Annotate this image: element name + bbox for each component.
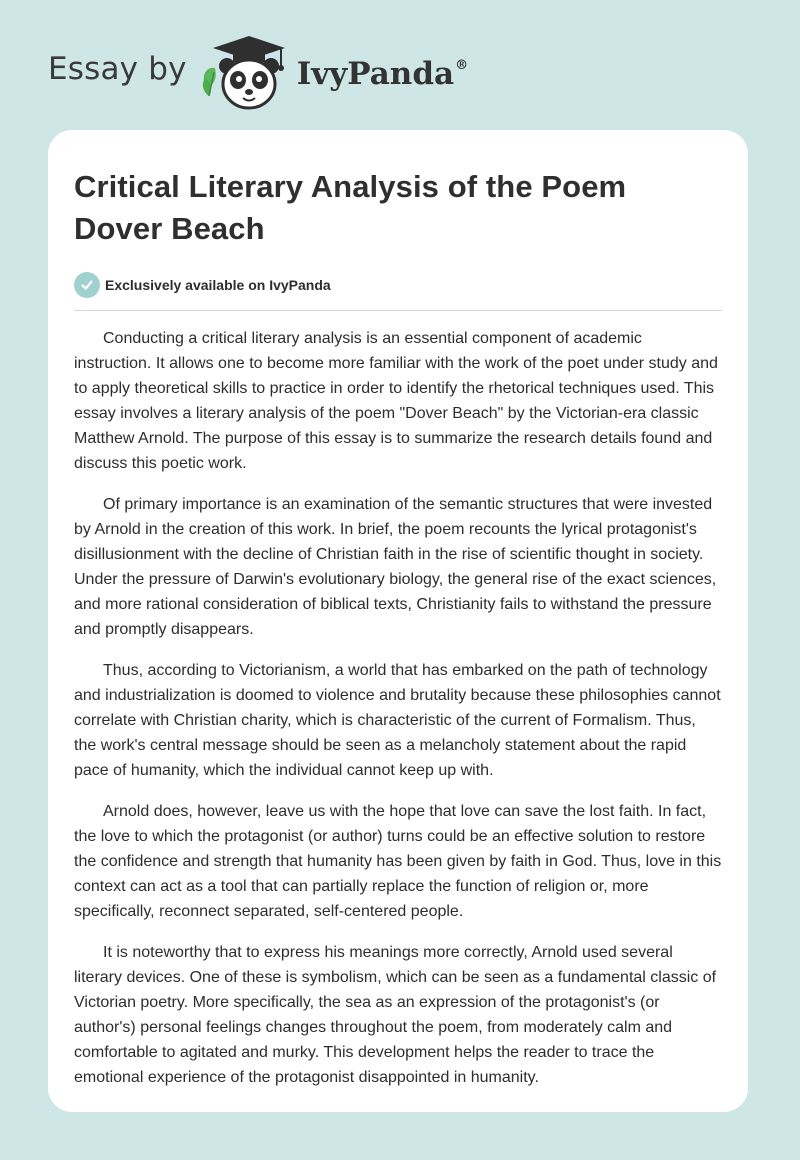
brand-name[interactable]: IvyPanda® [296,56,469,92]
essay-card [48,130,748,1112]
paragraph-2: Of primary importance is an examination of the semantic structures that were invested by Arnold in the creation of this work. In brief, the poem recounts the lyrical protagonist's disillusionment with the decline of Christian faith in the rise of scientific thought in society. Under the pressure of Darwin's evolutionary biology, the general rise of the exact sciences, and more rational consideration of biblical texts, Christianity fails to withstand the pressure and promptly disappears. [74,496,717,638]
paragraph-5: It is noteworthy that to express his meanings more correctly, Arnold used several literary devices. One of these is symbolism, which can be seen as a fundamental classic of Victorian poetry. More specifically, the sea as an expression of the protagonist's (or author's) personal feelings changes throughout the poem, from moderately calm and comfortable to agitated and murky. This development helps the reader to trace the emotional experience of the protagonist disappointed in humanity. [74,944,717,1086]
divider [74,310,722,311]
panda-graduate-logo-icon[interactable] [197,32,293,112]
page-title: Critical Literary Analysis of the Poem Dover Beach [74,169,627,246]
brand-prefix: Essay by [48,51,187,87]
essay-body [74,326,722,1090]
paragraph-1: Conducting a critical literary analysis is an essential component of academic instruction. It allows one to become more familiar with the work of the poet under study and to apply theoretical skills to practice in order to identify the rhetorical techniques used. This essay involves a literary analysis of the poem "Dover Beach" by the Victorian-era classic Matthew Arnold. The purpose of this essay is to summarize the research details found and discuss this poetic work. [74,330,718,472]
exclusive-badge [74,271,722,299]
badge-label: Exclusively available on IvyPanda [105,277,331,293]
paragraph-3: Thus, according to Victorianism, a world that has embarked on the path of technology and industrialization is doomed to violence and brutality because these philosophies cannot correlate with Christian charity, which is characteristic of the current of Formalism. Thus, the work's central message should be seen as a melancholy statement about the rapid pace of humanity, which the individual cannot keep up with. [74,662,721,779]
trademark-symbol: ® [455,58,469,73]
paragraph-4: Arnold does, however, leave us with the hope that love can save the lost faith. In fact, the love to which the protagonist (or author) turns could be an effective solution to restore the confidence and strength that humanity has been given by faith in God. Thus, love in this context can act as a tool that can partially replace the function of religion or, more specifically, reconnect separated, self-centered people. [74,803,722,920]
site-header [48,32,468,112]
check-icon [74,272,100,298]
